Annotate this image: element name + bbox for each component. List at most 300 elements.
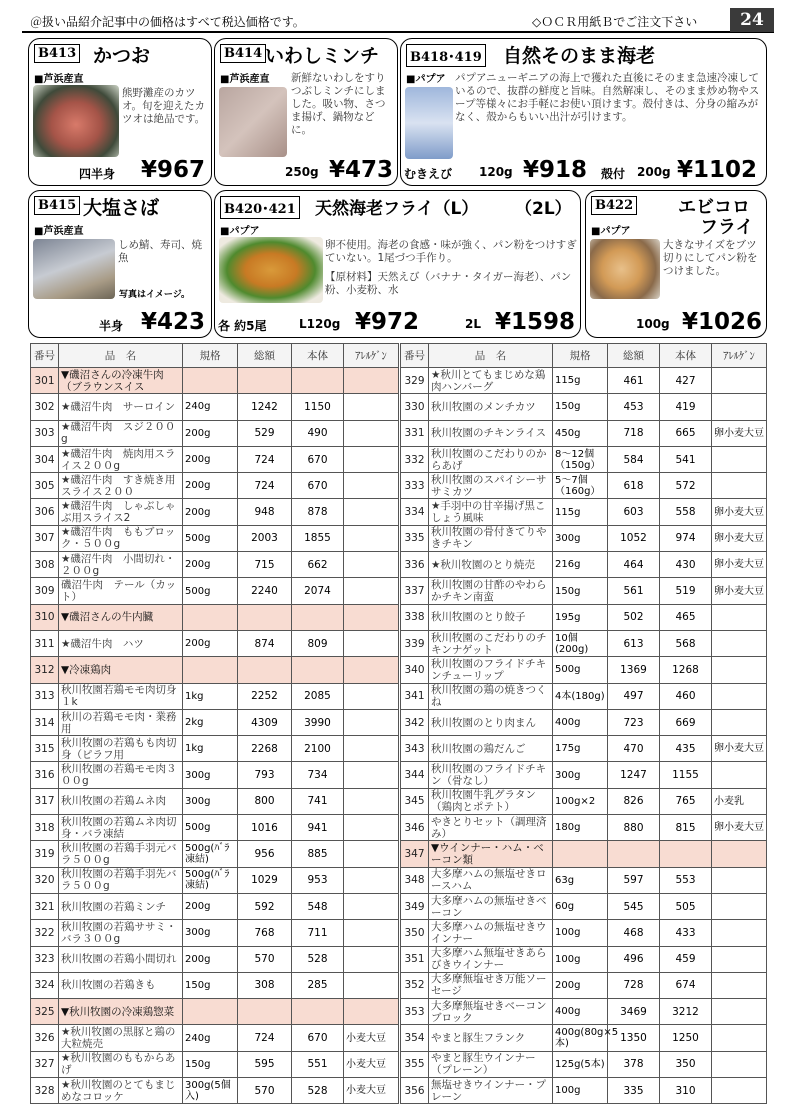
table-row — [401, 972, 767, 998]
item-base: 310 — [660, 1078, 712, 1104]
table-row — [401, 1078, 767, 1104]
item-base: 285 — [292, 972, 344, 998]
item-number: 356 — [401, 1078, 429, 1104]
item-name: 秋川牧園のスパイシーササミカツ — [429, 473, 553, 499]
product-title: 大塩さば — [83, 197, 160, 219]
item-spec — [553, 841, 608, 867]
table-row — [401, 394, 767, 420]
item-base: 505 — [660, 893, 712, 919]
item-spec: 4本(180g) — [553, 683, 608, 709]
item-name: ★秋川とてもまじめな鶏肉ハンバーグ — [429, 368, 553, 394]
section-row — [31, 657, 399, 683]
item-total: 603 — [608, 499, 660, 525]
item-spec: 240g — [183, 394, 238, 420]
item-name: 秋川牧園の若鶏ムネ肉切身・バラ凍結 — [59, 815, 183, 841]
item-number: 316 — [31, 762, 59, 788]
product-card-b422 — [585, 190, 767, 338]
item-name: ▼秋川牧園の冷凍鶏惣菜 — [59, 999, 183, 1025]
item-number: 309 — [31, 578, 59, 604]
item-spec: 500g(ﾊﾞﾗ凍結) — [183, 867, 238, 893]
item-total: 768 — [238, 920, 292, 946]
item-base: 558 — [660, 499, 712, 525]
item-name: 大多摩ハムの無塩せきロースハム — [429, 867, 553, 893]
item-allergen: 卵小麦大豆 — [712, 499, 767, 525]
section-row — [401, 841, 767, 867]
table-row — [31, 972, 399, 998]
item-name: 大多摩無塩せき万能ソーセージ — [429, 972, 553, 998]
item-number: 313 — [31, 683, 59, 709]
item-number: 349 — [401, 893, 429, 919]
table-row — [401, 920, 767, 946]
item-spec: 500g — [183, 578, 238, 604]
item-allergen — [344, 946, 399, 972]
item-total: 2268 — [238, 736, 292, 762]
item-base: 2085 — [292, 683, 344, 709]
item-number: 304 — [31, 446, 59, 472]
col-spec: 規格 — [183, 344, 238, 368]
item-allergen — [344, 525, 399, 551]
table-row — [31, 841, 399, 867]
item-name: ★秋川牧園のとてもまじめなコロッケ — [59, 1078, 183, 1104]
unit-label: 殻付 — [601, 167, 626, 181]
item-total — [238, 368, 292, 394]
product-price: ¥423 — [141, 309, 206, 335]
table-row — [31, 736, 399, 762]
item-total: 728 — [608, 972, 660, 998]
item-base: 435 — [660, 736, 712, 762]
page-number: 24 — [730, 8, 774, 32]
item-total: 724 — [238, 473, 292, 499]
item-spec: 115g — [553, 368, 608, 394]
item-base — [292, 657, 344, 683]
item-name: 秋川牧園のこだわりのからあげ — [429, 446, 553, 472]
item-name: ★磯沼牛肉 ももブロック・５００g — [59, 525, 183, 551]
item-spec: 450g — [553, 420, 608, 446]
item-total: 497 — [608, 683, 660, 709]
item-total: 956 — [238, 841, 292, 867]
table-row — [401, 999, 767, 1025]
item-number: 318 — [31, 815, 59, 841]
item-spec: 150g — [183, 1051, 238, 1077]
item-name: 秋川牧園の若鶏手羽元バラ５００g — [59, 841, 183, 867]
table-row — [401, 525, 767, 551]
item-base: 3212 — [660, 999, 712, 1025]
item-allergen — [344, 709, 399, 735]
product-description: 卵不使用。海老の食感・味が強く、パン粉をつけすぎていない。1尾づつ手作り。 — [325, 239, 577, 264]
item-number: 335 — [401, 525, 429, 551]
table-row — [31, 867, 399, 893]
item-name: 大多摩無塩せきベーコンブロック — [429, 999, 553, 1025]
item-allergen — [344, 394, 399, 420]
item-number: 334 — [401, 499, 429, 525]
product-code: B422 — [591, 196, 637, 215]
item-base — [292, 604, 344, 630]
item-total — [238, 604, 292, 630]
unit-label: 250g — [285, 165, 319, 179]
product-price: ¥918 — [523, 157, 588, 183]
item-total: 1029 — [238, 867, 292, 893]
item-spec: 125g(5本) — [553, 1051, 608, 1077]
col-number: 番号 — [401, 344, 429, 368]
unit-label: 四半身 — [79, 167, 116, 181]
item-allergen — [344, 552, 399, 578]
product-code: B415 — [34, 196, 80, 215]
table-row — [401, 815, 767, 841]
table-row — [401, 762, 767, 788]
table-row — [31, 683, 399, 709]
item-total: 597 — [608, 867, 660, 893]
item-total — [608, 841, 660, 867]
item-spec: 300g — [183, 788, 238, 814]
item-base: 670 — [292, 473, 344, 499]
product-card-b418 — [400, 38, 767, 186]
item-number: 312 — [31, 657, 59, 683]
item-spec — [183, 368, 238, 394]
item-base: 670 — [292, 446, 344, 472]
item-base: 974 — [660, 525, 712, 551]
item-name: ★秋川牧園の黒豚と鶏の大粒焼売 — [59, 1025, 183, 1051]
item-name: 大多摩ハムの無塩せきベーコン — [429, 893, 553, 919]
col-name: 品 名 — [429, 344, 553, 368]
item-base: 528 — [292, 1078, 344, 1104]
col-allergen: ｱﾚﾙｹﾞﾝ — [712, 344, 767, 368]
item-spec: 100g — [553, 1078, 608, 1104]
item-total: 618 — [608, 473, 660, 499]
item-spec: 500g — [183, 815, 238, 841]
item-number: 341 — [401, 683, 429, 709]
item-spec: 150g — [553, 578, 608, 604]
item-number: 317 — [31, 788, 59, 814]
item-allergen — [344, 368, 399, 394]
item-name: 秋川牧園の骨付きてりやきチキン — [429, 525, 553, 551]
item-base: 350 — [660, 1051, 712, 1077]
col-allergen: ｱﾚﾙｹﾞﾝ — [344, 344, 399, 368]
item-name: 秋川の若鶏モモ肉・業務用 — [59, 709, 183, 735]
item-allergen — [344, 815, 399, 841]
section-row — [31, 604, 399, 630]
table-header-row — [401, 344, 767, 368]
item-base: 551 — [292, 1051, 344, 1077]
item-total: 468 — [608, 920, 660, 946]
item-number: 319 — [31, 841, 59, 867]
item-name: ▼磯沼さんの冷凍牛肉（ブラウンスイス — [59, 368, 183, 394]
item-number: 346 — [401, 815, 429, 841]
table-row — [31, 525, 399, 551]
product-description: 大きなサイズをブツ切りにしてパン粉をつけました。 — [663, 239, 758, 277]
item-spec: 200g — [183, 630, 238, 656]
item-name: ★磯沼牛肉 スジ２００g — [59, 420, 183, 446]
table-row — [31, 920, 399, 946]
item-allergen — [344, 657, 399, 683]
item-base: 1268 — [660, 657, 712, 683]
item-base: 1855 — [292, 525, 344, 551]
unit-label: 2L — [465, 317, 481, 331]
item-allergen — [344, 578, 399, 604]
item-number: 340 — [401, 657, 429, 683]
item-base: 669 — [660, 709, 712, 735]
item-total: 715 — [238, 552, 292, 578]
item-base: 734 — [292, 762, 344, 788]
item-spec — [183, 657, 238, 683]
item-number: 302 — [31, 394, 59, 420]
item-base: 670 — [292, 1025, 344, 1051]
item-base: 1250 — [660, 1025, 712, 1051]
item-allergen — [344, 446, 399, 472]
item-base: 2100 — [292, 736, 344, 762]
item-allergen — [712, 893, 767, 919]
item-spec: 180g — [553, 815, 608, 841]
item-spec: 300g — [553, 525, 608, 551]
item-total: 1350 — [608, 1025, 660, 1051]
item-allergen — [344, 893, 399, 919]
item-spec: 10個(200g) — [553, 630, 608, 656]
item-allergen — [712, 368, 767, 394]
unit-weight: L120g — [299, 317, 341, 331]
item-name: 秋川牧園の若鶏ササミ・バラ３００g — [59, 920, 183, 946]
item-total: 453 — [608, 394, 660, 420]
table-row — [31, 709, 399, 735]
table-row — [31, 499, 399, 525]
col-total: 総額 — [238, 344, 292, 368]
product-title: 自然そのまま海老 — [503, 45, 656, 67]
item-number: 326 — [31, 1025, 59, 1051]
item-total: 1016 — [238, 815, 292, 841]
item-spec: 8～12個（150g） — [553, 446, 608, 472]
item-base: 941 — [292, 815, 344, 841]
item-base: 953 — [292, 867, 344, 893]
item-spec: 200g — [183, 446, 238, 472]
item-spec: 200g — [183, 420, 238, 446]
product-card-b413 — [28, 38, 212, 186]
item-allergen — [712, 394, 767, 420]
item-number: 354 — [401, 1025, 429, 1051]
item-base: 490 — [292, 420, 344, 446]
item-number: 321 — [31, 893, 59, 919]
table-row — [31, 420, 399, 446]
item-total: 545 — [608, 893, 660, 919]
item-allergen — [344, 841, 399, 867]
item-spec: 150g — [183, 972, 238, 998]
product-title: 天然海老フライ（L） — [315, 199, 479, 219]
item-total: 335 — [608, 1078, 660, 1104]
item-number: 328 — [31, 1078, 59, 1104]
item-number: 352 — [401, 972, 429, 998]
item-name: 秋川牧園の鶏の焼きつくね — [429, 683, 553, 709]
item-name: 磯沼牛肉 テール（カット） — [59, 578, 183, 604]
table-row — [31, 1051, 399, 1077]
item-total: 1242 — [238, 394, 292, 420]
item-spec: 500g(ﾊﾞﾗ凍結) — [183, 841, 238, 867]
product-description: しめ鯖、寿司、焼魚 — [118, 239, 202, 264]
tax-note: ＠扱い品紹介記事中の価格はすべて税込価格です。 — [30, 15, 305, 29]
item-spec: 300g — [183, 920, 238, 946]
item-spec: 300g(5個入) — [183, 1078, 238, 1104]
item-total: 880 — [608, 815, 660, 841]
item-name: やまと豚生フランク — [429, 1025, 553, 1051]
table-row — [31, 394, 399, 420]
item-total: 3469 — [608, 999, 660, 1025]
item-spec: 300g — [553, 762, 608, 788]
unit-label: 各 約5尾 — [218, 319, 267, 333]
item-number: 323 — [31, 946, 59, 972]
origin-label: ■パプア — [220, 226, 260, 237]
item-total: 570 — [238, 1078, 292, 1104]
item-base — [292, 368, 344, 394]
item-name: ★磯沼牛肉 サーロイン — [59, 394, 183, 420]
item-total: 595 — [238, 1051, 292, 1077]
table-row — [401, 473, 767, 499]
item-allergen — [344, 920, 399, 946]
item-number: 342 — [401, 709, 429, 735]
item-base: 568 — [660, 630, 712, 656]
item-number: 333 — [401, 473, 429, 499]
item-total: 561 — [608, 578, 660, 604]
item-total: 2252 — [238, 683, 292, 709]
item-base: 815 — [660, 815, 712, 841]
item-number: 307 — [31, 525, 59, 551]
item-base: 674 — [660, 972, 712, 998]
table-header-row — [31, 344, 399, 368]
item-name: 秋川牧園のメンチカツ — [429, 394, 553, 420]
product-price: ¥967 — [141, 157, 206, 183]
item-spec: 100g — [553, 946, 608, 972]
table-row — [31, 946, 399, 972]
ingredients: 【原材料】天然えび（バナナ・タイガー海老）、パン粉、小麦粉、水 — [325, 271, 572, 296]
product-title: かつお — [93, 45, 151, 67]
item-number: 327 — [31, 1051, 59, 1077]
item-total: 2240 — [238, 578, 292, 604]
product-card-b415 — [28, 190, 212, 338]
item-allergen — [344, 683, 399, 709]
item-allergen — [344, 762, 399, 788]
item-allergen: 卵小麦大豆 — [712, 552, 767, 578]
item-spec: 400g — [553, 999, 608, 1025]
item-spec — [183, 999, 238, 1025]
table-row — [31, 788, 399, 814]
item-base: 662 — [292, 552, 344, 578]
photo-note: 写真はイメージ。 — [119, 290, 191, 300]
item-number: 329 — [401, 368, 429, 394]
item-base: 541 — [660, 446, 712, 472]
item-spec: 200g — [553, 972, 608, 998]
product-photo — [219, 237, 323, 303]
item-number: 338 — [401, 604, 429, 630]
unit-label: 100g — [636, 317, 670, 331]
product-code: B418･419 — [406, 44, 486, 67]
col-name: 品 名 — [59, 344, 183, 368]
order-table-right — [400, 343, 767, 1104]
item-name: ★磯沼牛肉 すき焼き用スライス２００ — [59, 473, 183, 499]
item-base: 419 — [660, 394, 712, 420]
product-description: 新鮮ないわしをすりつぶしミンチにしました。吸い物、さつま揚げ、鍋物などに。 — [291, 72, 386, 136]
table-row — [31, 1078, 399, 1104]
item-spec: 1kg — [183, 683, 238, 709]
col-base: 本体 — [292, 344, 344, 368]
item-spec: 240g — [183, 1025, 238, 1051]
table-row — [31, 473, 399, 499]
item-allergen — [344, 736, 399, 762]
table-row — [401, 446, 767, 472]
table-row — [401, 552, 767, 578]
item-number: 345 — [401, 788, 429, 814]
item-spec: 500g — [553, 657, 608, 683]
item-spec: 500g — [183, 525, 238, 551]
item-total: 584 — [608, 446, 660, 472]
table-row — [401, 946, 767, 972]
item-base: 459 — [660, 946, 712, 972]
origin-label: ■芦浜産直 — [34, 74, 84, 85]
item-spec: 60g — [553, 893, 608, 919]
item-base: 433 — [660, 920, 712, 946]
item-spec: 1kg — [183, 736, 238, 762]
item-allergen — [344, 604, 399, 630]
table-row — [401, 1051, 767, 1077]
product-price: ¥473 — [329, 157, 394, 183]
order-table-left — [30, 343, 399, 1104]
item-name: ★磯沼牛肉 ハツ — [59, 630, 183, 656]
item-name: ▼ウインナー・ハム・ベーコン類 — [429, 841, 553, 867]
table-row — [31, 578, 399, 604]
item-number: 311 — [31, 630, 59, 656]
unit-weight: 120g — [479, 165, 513, 179]
item-base: 465 — [660, 604, 712, 630]
item-total — [238, 657, 292, 683]
item-name: 秋川牧園の若鶏もも肉切身（ピラフ用 — [59, 736, 183, 762]
item-number: 315 — [31, 736, 59, 762]
item-spec: 200g — [183, 893, 238, 919]
item-allergen — [712, 762, 767, 788]
item-name: 秋川牧園の若鶏きも — [59, 972, 183, 998]
item-total: 378 — [608, 1051, 660, 1077]
product-title-line2: フライ — [700, 217, 754, 238]
product-photo — [33, 85, 119, 157]
product-title-size: （2L） — [515, 199, 572, 219]
item-name: 秋川牧園牛乳グラタン（鶏肉とポテト） — [429, 788, 553, 814]
item-spec: 150g — [553, 394, 608, 420]
item-base: 1150 — [292, 394, 344, 420]
item-number: 336 — [401, 552, 429, 578]
item-spec: 200g — [183, 946, 238, 972]
item-spec: 200g — [183, 499, 238, 525]
item-base: 553 — [660, 867, 712, 893]
item-spec: 200g — [183, 473, 238, 499]
item-allergen — [344, 788, 399, 814]
item-allergen — [712, 630, 767, 656]
product-price: ¥1598 — [495, 309, 576, 335]
item-number: 314 — [31, 709, 59, 735]
item-allergen — [344, 867, 399, 893]
item-base: 548 — [292, 893, 344, 919]
item-name: ★手羽中の甘辛揚げ黒こしょう風味 — [429, 499, 553, 525]
item-allergen — [712, 946, 767, 972]
item-base: 809 — [292, 630, 344, 656]
ocr-note: ◇ＯＣＲ用紙Ｂでご注文下さい — [532, 15, 698, 29]
item-name: 秋川牧園のフライドチキンチューリップ — [429, 657, 553, 683]
item-allergen — [712, 604, 767, 630]
product-photo — [33, 239, 115, 299]
unit-label: むきえび — [404, 167, 453, 181]
table-row — [31, 1025, 399, 1051]
item-total: 461 — [608, 368, 660, 394]
item-base: 711 — [292, 920, 344, 946]
table-row — [401, 683, 767, 709]
origin-label: ■パプア — [406, 74, 446, 85]
item-allergen — [344, 499, 399, 525]
item-allergen: 小麦乳 — [712, 788, 767, 814]
item-total: 800 — [238, 788, 292, 814]
item-allergen — [712, 446, 767, 472]
table-row — [401, 630, 767, 656]
